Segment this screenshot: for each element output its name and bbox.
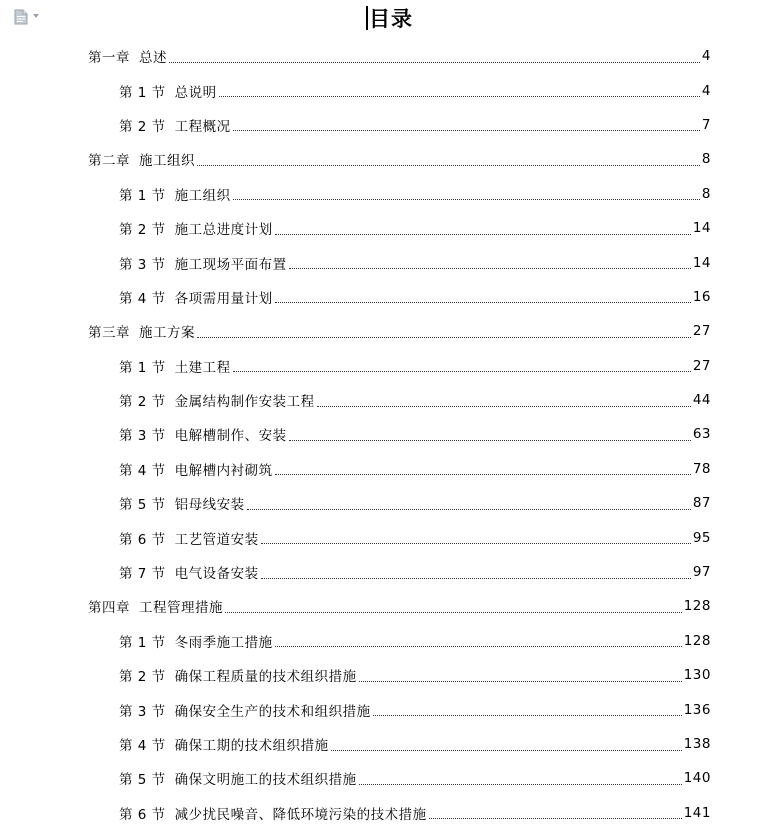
toc-page-number: 140 [683, 770, 711, 787]
toc-entry-number: 第三章 [88, 325, 130, 342]
page-title[interactable]: 目录 [369, 6, 413, 31]
toc-entry-number: 第二章 [88, 153, 130, 170]
toc-page-number: 130 [683, 667, 711, 684]
toc-entry-number: 第 4 节 [119, 462, 166, 479]
toc-page-number: 27 [692, 357, 711, 374]
toc-entry-text: 铝母线安装 [174, 497, 245, 514]
toc-page-number: 16 [692, 288, 711, 305]
toc-dot-leader [275, 302, 691, 303]
toc-entry-text: 施工总进度计划 [174, 222, 273, 239]
toc-dot-leader [429, 818, 682, 819]
toc-page-number: 4 [701, 48, 711, 65]
toc-section-entry[interactable] [0, 177, 779, 211]
toc-dot-leader [261, 578, 691, 579]
toc-dot-leader [331, 750, 682, 751]
toc-entry-text: 总述 [139, 50, 167, 67]
toc-entry-text: 确保安全生产的技术和组织措施 [174, 703, 371, 720]
toc-dot-leader [289, 440, 691, 441]
toc-entry-label [119, 184, 231, 204]
toc-page-number: 7 [701, 116, 711, 133]
toc-entry-number: 第 1 节 [119, 359, 166, 376]
toc-dot-leader [233, 199, 700, 200]
toc-section-entry[interactable] [0, 692, 779, 726]
toc-entry-label [119, 424, 287, 444]
toc-entry-number: 第 7 节 [119, 566, 166, 583]
toc-section-entry[interactable] [0, 211, 779, 245]
page-title-block [0, 3, 779, 33]
toc-page-number: 95 [692, 529, 711, 546]
toc-entry-number: 第 5 节 [119, 497, 166, 514]
toc-entry-label [119, 493, 245, 513]
toc-dot-leader [225, 612, 682, 613]
toc-page-number: 141 [683, 804, 711, 821]
toc-page-number: 63 [692, 426, 711, 443]
toc-dot-leader [275, 474, 691, 475]
toc-section-entry[interactable] [0, 245, 779, 279]
toc-entry-number: 第 2 节 [119, 222, 166, 239]
toc-dot-leader [169, 62, 700, 63]
toc-page-number: 136 [683, 701, 711, 718]
toc-section-entry[interactable] [0, 349, 779, 383]
toc-entry-label [119, 287, 273, 307]
toc-entry-text: 工程概况 [174, 118, 231, 135]
toc-entry-label [119, 81, 217, 101]
toc-entry-label [119, 218, 273, 238]
toc-entry-number: 第四章 [88, 600, 130, 617]
toc-entry-text: 电气设备安装 [174, 566, 259, 583]
toc-page-number: 27 [692, 323, 711, 340]
toc-entry-label [88, 596, 223, 616]
toc-section-entry[interactable] [0, 280, 779, 314]
toc-entry-number: 第 4 节 [119, 290, 166, 307]
toc-entry-number: 第 6 节 [119, 806, 166, 823]
toc-entry-label [88, 149, 195, 169]
toc-section-entry[interactable] [0, 417, 779, 451]
toc-entry-text: 确保文明施工的技术组织措施 [174, 772, 357, 789]
toc-page-number: 128 [683, 632, 711, 649]
toc-entry-number: 第一章 [88, 50, 130, 67]
toc-entry-label [119, 665, 357, 685]
toc-entry-number: 第 5 节 [119, 772, 166, 789]
toc-entry-text: 各项需用量计划 [174, 290, 273, 307]
toc-entry-text: 工程管理措施 [139, 600, 223, 617]
toc-entry-label [119, 356, 231, 376]
toc-entry-label [119, 390, 315, 410]
toc-entry-text: 电解槽内衬砌筑 [174, 462, 273, 479]
toc-chapter-entry[interactable] [0, 39, 779, 73]
toc-dot-leader [359, 681, 682, 682]
toc-entry-label [119, 700, 371, 720]
toc-entry-text: 金属结构制作安装工程 [174, 394, 315, 411]
toc-entry-number: 第 3 节 [119, 256, 166, 273]
toc-entry-text: 施工组织 [139, 153, 195, 170]
toc-entry-number: 第 2 节 [119, 669, 166, 686]
toc-chapter-entry[interactable] [0, 589, 779, 623]
toc-page-number: 78 [692, 460, 711, 477]
toc-section-entry[interactable] [0, 624, 779, 658]
toc-page-number: 4 [701, 82, 711, 99]
toc-page-number: 128 [683, 598, 711, 615]
text-cursor [366, 6, 368, 30]
toc-entry-label [119, 562, 259, 582]
toc-entry-number: 第 1 节 [119, 187, 166, 204]
toc-section-entry[interactable] [0, 658, 779, 692]
toc-chapter-entry[interactable] [0, 142, 779, 176]
toc-entry-text: 工艺管道安装 [174, 531, 259, 548]
toc-section-entry[interactable] [0, 761, 779, 795]
toc-entry-label [119, 734, 329, 754]
toc-entry-label [119, 459, 273, 479]
toc-entry-text: 减少扰民噪音、降低环境污染的技术措施 [174, 806, 427, 823]
toc-page-number: 97 [692, 564, 711, 581]
toc-page-number: 14 [692, 220, 711, 237]
toc-dot-leader [247, 509, 691, 510]
toc-section-entry[interactable] [0, 383, 779, 417]
toc-entry-text: 确保工期的技术组织措施 [174, 738, 329, 754]
toc-section-entry[interactable] [0, 486, 779, 520]
toc-dot-leader [197, 337, 691, 338]
toc-entry-number: 第 4 节 [119, 738, 166, 754]
toc-section-entry[interactable] [0, 520, 779, 554]
toc-section-entry[interactable] [0, 727, 779, 761]
toc-section-entry[interactable] [0, 796, 779, 830]
toc-dot-leader [233, 130, 700, 131]
toc-section-entry[interactable] [0, 73, 779, 107]
toc-entry-number: 第 3 节 [119, 703, 166, 720]
toc-entry-label [119, 528, 259, 548]
toc-dot-leader [373, 715, 682, 716]
toc-entry-number: 第 6 节 [119, 531, 166, 548]
toc-dot-leader [275, 234, 691, 235]
toc-page-number: 138 [683, 736, 711, 752]
toc-entry-number: 第 2 节 [119, 394, 166, 411]
toc-page-number: 14 [692, 254, 711, 271]
toc-dot-leader [359, 784, 682, 785]
toc-dot-leader [219, 96, 700, 97]
toc-entry-text: 冬雨季施工措施 [174, 634, 273, 651]
toc-dot-leader [197, 165, 700, 166]
toc-entry-text: 电解槽制作、安装 [174, 428, 287, 445]
toc-dot-leader [317, 406, 691, 407]
toc-entry-label [119, 803, 427, 823]
toc-entry-number: 第 1 节 [119, 84, 166, 101]
toc-entry-label [119, 631, 273, 651]
toc-dot-leader [275, 646, 682, 647]
toc-entry-text: 施工组织 [174, 187, 231, 204]
toc-entry-text: 土建工程 [174, 359, 231, 376]
toc-page-number: 8 [701, 151, 711, 168]
toc-page-number: 87 [692, 495, 711, 512]
toc-entry-text: 确保工程质量的技术组织措施 [174, 669, 357, 686]
toc-entry-label [119, 115, 231, 135]
table-of-contents [0, 39, 779, 830]
toc-page-number: 44 [692, 392, 711, 409]
toc-entry-label [88, 321, 195, 341]
toc-entry-text: 施工现场平面布置 [174, 256, 287, 273]
toc-entry-text: 施工方案 [139, 325, 195, 342]
toc-section-entry[interactable] [0, 452, 779, 486]
toc-entry-number: 第 1 节 [119, 634, 166, 651]
toc-entry-number: 第 3 节 [119, 428, 166, 445]
toc-entry-label [119, 253, 287, 273]
toc-entry-label [119, 768, 357, 788]
toc-entry-label [88, 46, 167, 66]
toc-dot-leader [261, 543, 691, 544]
toc-entry-text: 总说明 [174, 84, 217, 101]
toc-chapter-entry[interactable] [0, 314, 779, 348]
toc-section-entry[interactable] [0, 108, 779, 142]
toc-dot-leader [289, 268, 691, 269]
toc-page-number: 8 [701, 185, 711, 202]
toc-section-entry[interactable] [0, 555, 779, 589]
toc-entry-number: 第 2 节 [119, 118, 166, 135]
toc-dot-leader [233, 371, 691, 372]
